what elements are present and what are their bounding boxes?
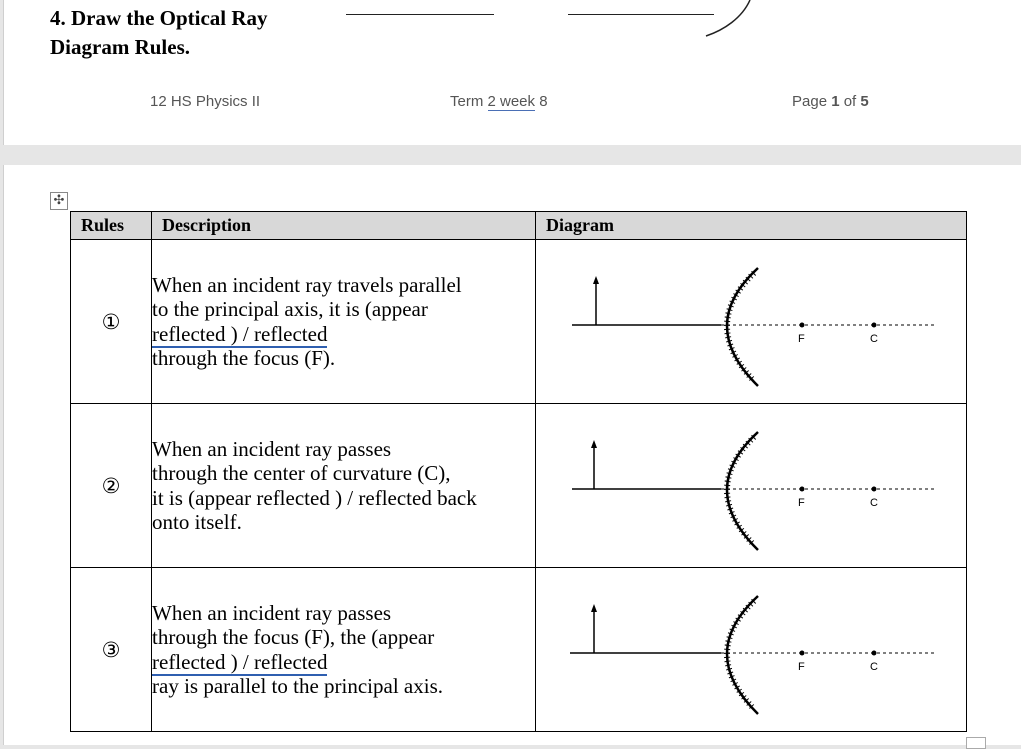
heading-line-2: Diagram Rules. <box>50 35 190 59</box>
desc-line-underlined <box>152 322 535 347</box>
footer-course: 12 HS Physics II <box>150 93 261 110</box>
footer-page-prefix: Page <box>792 93 832 110</box>
table-row <box>71 240 967 404</box>
arrow-head-icon <box>593 276 599 284</box>
center-label: C <box>870 497 878 509</box>
center-label: C <box>870 333 878 345</box>
mirror-diagram <box>536 404 967 567</box>
desc-line: to the principal axis, it is (appear <box>152 297 428 321</box>
center-point <box>872 323 877 328</box>
ray-diagram-cell <box>536 404 967 568</box>
ray-diagram-cell <box>536 568 967 732</box>
desc-line: onto itself. <box>152 510 242 534</box>
desc-line-underlined <box>152 650 535 675</box>
focus-point <box>800 323 805 328</box>
concave-mirror <box>727 596 758 714</box>
footer-term-suffix: 8 <box>535 93 548 110</box>
arrow-head-icon <box>591 440 597 448</box>
focus-point <box>800 487 805 492</box>
ray-diagram-cell <box>536 240 967 404</box>
section-heading <box>50 4 268 62</box>
table-resize-handle[interactable] <box>966 737 986 749</box>
concave-mirror <box>727 432 758 550</box>
desc-line: through the focus (F). <box>152 346 336 370</box>
desc-line: through the center of curvature (C), <box>152 461 451 485</box>
footer-term-prefix: Term <box>450 93 488 110</box>
center-point <box>872 487 877 492</box>
table-row <box>71 568 967 732</box>
footer-page-of: of <box>839 93 861 110</box>
header-rules: Rules <box>71 212 152 240</box>
rules-table <box>70 211 967 732</box>
arrow-head-icon <box>591 604 597 612</box>
desc-line: ray is parallel to the principal axis. <box>152 674 443 698</box>
table-move-handle-icon[interactable]: ✣ <box>50 192 68 210</box>
concave-mirror <box>727 268 758 386</box>
rule-description[interactable] <box>152 240 536 404</box>
center-label: C <box>870 661 878 673</box>
rule-number: ② <box>71 404 152 568</box>
focus-point <box>800 651 805 656</box>
desc-line: When an incident ray passes <box>152 436 392 461</box>
footer-page-total: 5 <box>860 93 869 110</box>
mirror-diagram <box>536 240 967 403</box>
answer-line <box>568 14 714 15</box>
footer-page-number <box>792 93 869 110</box>
footer-page-current: 1 <box>831 93 840 110</box>
table-row <box>71 404 967 568</box>
focus-label: F <box>798 497 805 509</box>
center-point <box>872 651 877 656</box>
rule-description[interactable] <box>152 404 536 568</box>
table-header-row <box>71 212 967 240</box>
header-description: Description <box>152 212 536 240</box>
rule-description[interactable] <box>152 568 536 732</box>
heading-line-1: 4. Draw the Optical Ray <box>50 6 268 30</box>
header-diagram: Diagram <box>536 212 967 240</box>
spelling-underline[interactable]: reflected ) / reflected <box>152 321 328 346</box>
rule-number: ③ <box>71 568 152 732</box>
footer-term-underlined[interactable]: 2 week <box>487 93 536 110</box>
focus-label: F <box>798 661 805 673</box>
rule-number: ① <box>71 240 152 404</box>
desc-line: When an incident ray passes <box>152 600 392 625</box>
footer-term <box>450 93 548 110</box>
focus-label: F <box>798 333 805 345</box>
spelling-underline[interactable]: reflected ) / reflected <box>152 649 328 674</box>
curved-line-drawing <box>704 0 754 40</box>
desc-line: through the focus (F), the (appear <box>152 625 435 649</box>
answer-line <box>346 14 494 15</box>
mirror-diagram <box>536 568 967 731</box>
desc-line: When an incident ray travels parallel <box>152 272 462 297</box>
previous-page <box>3 0 1021 145</box>
desc-line: it is (appear reflected ) / reflected back <box>152 485 477 510</box>
